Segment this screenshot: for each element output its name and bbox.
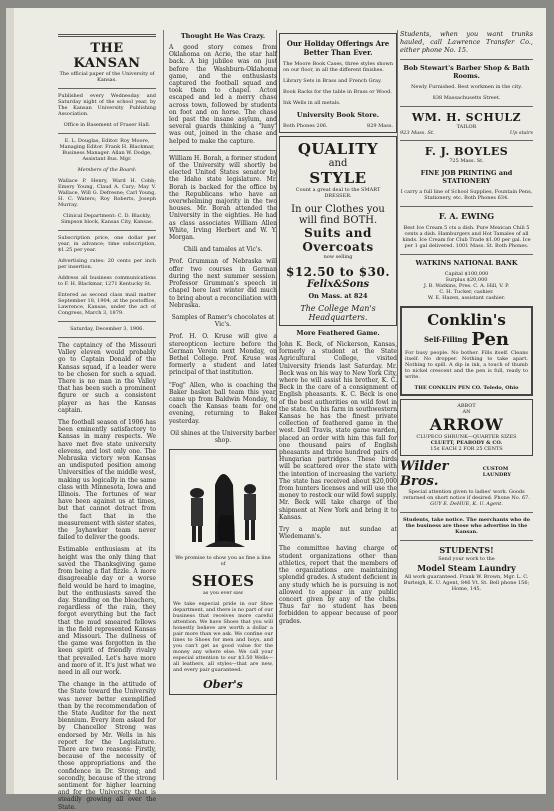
ad-as-line: as you ever saw [202,590,244,597]
address-note: Address all business communications to F. H. Blackmar, 1271 Kentucky St. [58,275,156,287]
wilder-agent: GUY E. DeHUE, K. U. Agent. [430,501,503,507]
felix-logo: Felix&Sons [306,279,370,290]
bookstore-address: 829 Mass. [367,123,393,129]
ad-body: We take especial pride in our Shoe department, and there is no part of our business that receives more careful attention. We have Shoes that you will honestly believe are worth a dollar a pair more than we ask. We confine our lines to Shoes for men and boys, and you can't get as good value for the money any where else. We call your especial attention to our $3.50 Wells—all leathers, all styles—that are new, and every pair guaranteed. [173,601,273,674]
notice-line: Chili and tamales at Vic's. [183,246,263,254]
boyles-address: 725 Mass. St. [449,158,484,164]
divider [400,140,533,141]
article-paragraph: The committee having charge of student organizations other than athletics, report that the members of the organizations are maintaining splendid grades. A student deficient in any study which he is pursuing is not allowed to appear in any public concert given by any of the clubs. Thus far no student has been forbidden to appear because of poor grades. [279,545,397,625]
divider [400,59,533,60]
laundry-heading: STUDENTS! [439,545,494,555]
article-heading: More Feathered Game. [296,329,380,337]
divider [400,106,533,107]
publication-note: Published every Wednesday and Saturday night of the school year, by The Kansan University Publishing Association. [58,93,156,117]
masthead: THE KANSAN [73,41,141,71]
editorial-column [58,30,156,811]
ad-shoes-word: SHOES [191,572,255,591]
ewing-name: F. A. EWING [438,211,495,221]
divider [400,540,533,541]
tailor-upstairs: Up stairs [509,130,533,136]
column-rule [397,30,398,780]
bank-officers: J. B. Watkins, Pres. C. A. Hill, V. P. [423,283,510,289]
article-paragraph: Prof. Grumman of Nebraska will offer two courses in German during the next summer session. Professor Grumman's speech in chapel here last winter did much to bring about a reconciliation with Nebraska. [169,258,277,309]
laundry-body: All work guaranteed. Frank W. Brown, Mgr. L. C. Burleigh, K. U. Agent, 846 Vt. St. Bell phone 156; Home, 145. [403,574,530,592]
suits-line: Suits and Overcoats [302,226,374,254]
barber-heading: Bob Stewart's Barber Shop & Bath Rooms. [403,64,530,80]
ad-promise: We promise to show you as fine a line of [175,555,271,568]
conklin-self-filling: Self-Filling [423,335,468,344]
bank-surplus: Surplus $20,000 [445,277,488,283]
smart-dresser-line: Count a great deal to the SMART DRESSER. [295,187,381,199]
style-word: STYLE [309,169,367,187]
classified-column [400,30,533,780]
editorial-paragraph: The football season of 1906 has been eminently satisfactory to Kansas in many respects. We have met five state university elevens, and lost only one. The Nebraska victory won Kansas an undisputed position among Universities of the middle west, making us logically in the same class with Minnesota, Iowa and Illinois. The fortunes of war have been against us at times, but that cannot detract from the fact that in the measurement with sister states, the Jayhawker team never failed to deliver the goods. [58,419,156,542]
bookstore-advertisement [279,33,397,133]
ober-logo: Ober's [203,678,243,692]
editorial-paragraph: The change in the attitude of the State toward the University was never better exemplified than by the recommendation of the State Auditor for the next biennium. Every item asked for by Chancellor Strong was endorsed by Mr. Wells in his report for the Legislature. There are two reasons: Firstly, because of the necessity of those appropriations and the confidence in Dr. Strong; and secondly, because of the strong sentiment for higher learning and for the University that is steadily growing all over the State. [58,681,156,811]
conklin-title-row [405,329,528,350]
transfer-ad: Students, when you want trunks hauled, call Lawrence Transfer Co., either phone No. 15. [400,30,533,54]
boyles-name: F. J. BOYLES [424,145,509,158]
conklin-pen-word: Pen [471,329,510,350]
quality-word: QUALITY [297,140,379,158]
divider [58,133,156,134]
and-word: and [328,158,348,169]
members-list: Wallace P. Henry, Ward H. Cobb; Emery Young, Claud A. Cary; May V. Wallace, Will G. Defresne; Carl Young, H. C. Waters; Roy Roberts, Joseph Murray. [58,178,156,208]
arrow-collar-line: CLUPECO SHRUNK—QUARTER SIZES [416,434,517,440]
masthead-subtitle: The official paper of the University of Kansas. [59,71,155,83]
headquarters-line: The College Man's Headquarters. [300,304,376,322]
entered-note: Entered as second class mail matter September 18, 1904, at the postoffice, Lawrence, Kansas, under the act of Congress, March 3, 1879. [58,292,156,316]
article-heading: Thought He Was Crazy. [180,32,266,40]
wilder-name: Wilder Bros. [400,459,449,489]
conklin-advertisement [400,306,533,396]
divider [400,206,533,207]
arrow-an: AN [462,409,471,415]
bookstore-item: Ink Wells in all metals. [283,100,341,106]
wilder-custom: CUSTOM LAUNDRY [482,466,511,478]
members-heading: Members of the Board: [77,167,137,173]
barber-address: 838 Massachusetts Street. [432,95,501,101]
divider [58,230,156,231]
editorial-paragraph: Estimable enthusiasm at its height was the only thing that saved the Thanksgiving game from being a flat fizzle. A more disagreeable day or a worse field would be hard to imagine, but the enthusiasts saved the day. Standing on the bleachers, regardless of the rain, they forgot everything but the fact that the mud smeared fellows in the field represented Kansas and Missouri. The dullness of the game was forgotten in the keen spirit of friendly rivalry that prevailed. Let's have more and more of it. It's just what we need in all our work. [58,546,156,676]
conklin-name: Conklin's [427,311,506,329]
article-paragraph: "Fog" Allen, who is coaching the Baker basket ball team this year, came up from Baldwin Monday, to coach the Kansas team for one evening, returning to Baker yesterday. [169,381,277,425]
boyles-printing: FINE JOB PRINTING and STATIONERY [420,169,513,185]
staff-list: E. L. Douglas, Editor. Roy Moore, Managing Editor. Frank H. Blackmar, Business Manager. Allan W. Dodge, Assistant Bus. Mgr. [59,138,155,162]
bank-assistant: W. E. Hazen, assistant cashier. [427,295,506,301]
notice-line: Samples of Ramer's chocolates at Vic's. [171,313,275,329]
arrow-collar-advertisement [400,399,533,456]
laundry-sub: Send your work to the [438,556,495,562]
news-column [169,30,277,780]
shoe-advertisement [169,449,277,695]
ewing-body: Best Ice Cream 5 cts a dish. Pure Mexican Chili 5 cents a dish. Hamburgers and Hot Tamales of all kinds. Ice Cream for Club Trade $1.00 per gal. Ice per 1 gal delivered. 1001 Mass. St. Both Phones. [402,225,531,249]
bank-capital: Capital $100,000 [444,271,489,277]
notice-line: Oil shines at the University barber shop. [170,429,276,444]
divider [58,337,156,338]
article-paragraph: Prof. H. O. Kruse will give a stereopticon lecture before the German Verein next Monday, on Bethel College. Prof. Kruse was formerly a student and later principal of that institution. [169,333,277,377]
arrow-company: CLUETT, PEABODY & CO. [430,440,503,446]
tailor-contact [400,130,533,136]
arrow-abbot: ABBOT [457,403,476,409]
bookstore-heading: Our Holiday Offerings Are Better Than Ever. [286,39,390,57]
arrow-name: ARROW [429,415,504,434]
tailor-address: 923 Mass. St. [400,130,435,136]
bank-name: WATKINS NATIONAL BANK [415,259,518,267]
bookstore-name: University Book Store. [296,111,380,119]
article-paragraph: A good story comes from Oklahoma on Acrie, the star half back. A big jubilee was on just before the Washburn-Oklahoma game, and the enthusiasts captured the football squad and took them to chapel. Acton escaped and led a merry chase across town, followed by students on foot and on horse. The chase led past the insane asylum, and several guards thinking a "luny" was out, joined in the chase and helped to make the capture. [169,44,277,145]
advertising-note: Advertising rates: 20 cents per inch per insertion. [58,258,156,270]
boyles-body: I carry a full line of School Supplies, Fountain Pens, Stationery, etc. Both Phones 634. [400,189,533,201]
column-rule [163,30,164,780]
laundry-name: Model Steam Laundry [417,563,516,573]
bookstore-body: The Moore Book Cases, three styles shown on our floor, in all the different finishes. [283,61,393,73]
tailor-name: WM. H. SCHULZ [411,111,522,124]
article-paragraph: William H. Borah, a former student of the University will shortly be elected United States senator by the Idaho state legislature. Mr. Borah is backed for the office by the Republicans who have an overwhelming majority in the two houses. Mr. Borah attended the University in the eighties. He had as class associates William Allen White, Irving Herbert and W. Y. Morgan. [169,154,277,242]
dateline: Saturday, December 3, 1906. [70,326,144,332]
now-selling: now selling [323,254,353,260]
bookstore-item: Book Racks for the table in Brass or Wood. [283,89,392,95]
divider [400,512,533,513]
divider [400,254,533,255]
bookstore-item: Library Sets in Brass and French Gray. [283,78,382,84]
divider [58,34,156,37]
price-line: $12.50 to $30. [285,265,391,279]
advertising-column [279,30,397,780]
subscription-note: Subscription price, one dollar per year, in advance; time subscription, $1.25 per year. [58,235,156,253]
clothing-advertisement [279,136,397,326]
notice-line: Try a maple nut sundae at Wiedemann's. [279,526,397,541]
bookstore-contact [283,123,393,129]
bank-cashier: C. H. Tucker, cashier. [439,289,494,295]
divider [169,150,277,151]
divider [58,88,156,89]
shoe-illustration [175,455,271,553]
clothes-line: In our Clothes you will find BOTH. [291,204,385,226]
wilder-body: Special attention given to ladies' work. Goods returned on short notice if desired. Phone No. 67. [403,489,530,501]
barber-body: Newly Furnished. Best workmen in the city. [410,84,522,90]
tailor-word: TAILOR [456,124,477,130]
divider [58,321,156,322]
newspaper-page [6,8,546,811]
arrow-price: 15¢ EACH 2 FOR 25 CENTS [430,446,503,452]
office-note: Office in Basement of Fraser Hall. [63,122,151,128]
wilder-title-row [400,459,533,489]
article-paragraph: John K. Beck, of Nickerson, Kansas, formerly a student at the State Agricultural College, visited University friends last Saturday. Mr. Beck was on his way to New York City, where he will assist his brother, K. C. Beck in the care of a consignment of English pheasants. K. C. Beck is one of the best authorities on wild fowl in the state. On his farm in southwestern Kansas he has the finest private collection of feathered game in the west. Dell Travis, state game warden, placed an order with him this fall for one thousand pairs of English pheasants and three hundred pairs of Hungarian partridges. These birds will be scattered over the state with the intention of increasing the variety. The state has received about $20,000 from hunters licenses and will use the money to restock our wild fowl supply. Mr. Beck will take charge of the shipment at New York and bring it to Kansas. [279,341,397,521]
clinical-note: Clinical Department: C. D. Blackly, Simpson block, Kansas City, Kansas. [60,213,154,225]
bookstore-phone: Both Phones 206. [283,123,328,129]
binding-edge [6,8,14,794]
editorial-paragraph: The captaincy of the Missouri Valley eleven would probably go to Captain Donald of the Kansas squad, if a leader were to be chosen for such a squad. There is no man in the Valley that has been such a prominent figure or such a consistent player as has the Kansas captain. [58,342,156,414]
conklin-list: For busy people. No bother. Fills itself. Cleans itself. No dropper. Nothing to take apart. Nothing to spill. A dip in ink, a touch of thumb to nickel crescent and the pen is full, ready to write. [405,350,528,380]
advertise-notice: Students, take notice. The merchants who do the business are those who advertise in the Kansan. [403,517,530,535]
mass-line: On Mass. at 824 [308,292,368,300]
conklin-company: THE CONKLIN PEN CO. Toledo, Ohio [414,385,519,391]
